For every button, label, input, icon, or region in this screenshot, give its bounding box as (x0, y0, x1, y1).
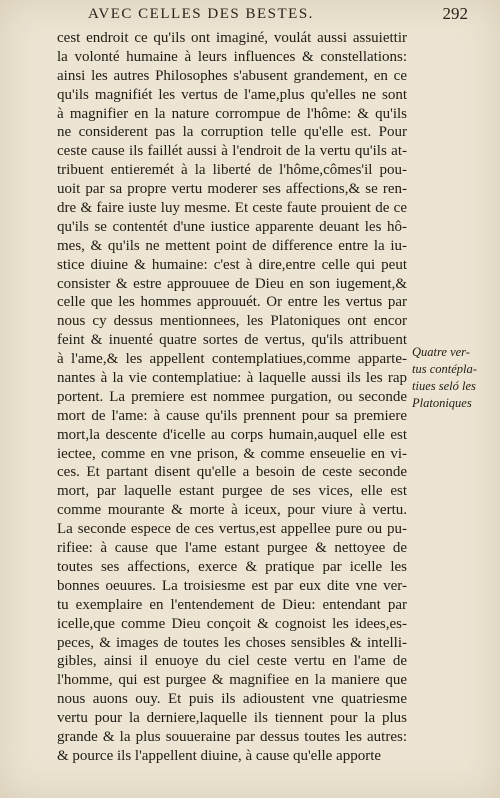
text-line: celle que les hommes approuuét. Or entre les vertus par (57, 294, 407, 311)
text-line: mes, & qu'ils ne mettent point de difference entre la iu- (57, 237, 407, 254)
text-line: grande & la plus souueraine par dessus toutes les autres: (57, 728, 407, 745)
text-line: la volonté humaine à leurs influences & constellations: (57, 48, 407, 65)
text-line: mort, par laquelle estant purgee de ses vices, elle est (57, 483, 407, 500)
text-line: ne considerent pas la corruption telle qu'elle est. Pour (57, 124, 407, 141)
margin-note-line: Quatre ver- (412, 345, 470, 359)
margin-note (412, 344, 498, 412)
text-line: nous cy dessus mentionnees, les Platoniques ont encor (57, 313, 407, 330)
page-header (58, 4, 468, 26)
text-line: dre & faire iuste luy mesme. Et ceste faute prouient de ce (57, 200, 407, 217)
text-line: ceste cause ils faillét aussi à l'endroit de la vertu qu'ils at- (57, 143, 407, 160)
text-line: peces, & images de toutes les choses sensibles & intelli- (57, 634, 407, 651)
text-line: à l'ame,& les appellent contemplatiues,comme apparte- (57, 351, 407, 368)
text-line: l'homme, qui est purgee & magnifiee en la maniere que (57, 672, 407, 689)
margin-note-line: Platoniques (412, 396, 472, 410)
text-line: uoit par sa propre vertu moderer ses affections,& se ren- (57, 181, 407, 198)
text-line: tu exemplaire en l'entendement de Dieu: entendant par (57, 596, 407, 613)
text-line: gibles, ainsi il enuoye du ciel ceste vertu en l'ame de (57, 653, 407, 670)
text-line: cest endroit ce qu'ils ont imaginé, voulát aussi assuiettir (57, 30, 407, 46)
margin-note-line: tus contépla- (412, 362, 477, 376)
text-line: consister & estre approuuee de Dieu en son iugement,& (57, 275, 407, 292)
text-line: qu'ils magnifiét les vertus de l'ame,plus qu'elles ne sont (57, 86, 407, 103)
text-line: feint & inuenté quatre sortes de vertus, qu'ils attribuent (57, 332, 407, 349)
text-line: comme mourante & morte à iceux, pour viure à vertu. (57, 502, 407, 519)
text-line: iectee, comme en vne prison, & comme enseuelie en vi- (57, 445, 407, 462)
text-line: mort de l'ame: à cause qu'ils prennent pour sa premiere (57, 407, 407, 424)
text-line: mort,la descente d'icelle au corps humain,auquel elle est (57, 426, 407, 443)
text-line: portent. La premiere est nommee purgation, ou seconde (57, 388, 407, 405)
text-line: rifiee: à cause que l'ame estant purgee & nettoyee de (57, 540, 407, 557)
text-line: nantes à la vie contemplatiue: à laquelle aussi ils les rap (57, 370, 407, 387)
running-title: AVEC CELLES DES BESTES. (88, 6, 314, 22)
text-line: icelle,que comme Dieu conçoit & cognoist les idees,es- (57, 615, 407, 632)
text-line: & pource ils l'appellent diuine, à cause qu'elle apporte (57, 747, 382, 764)
text-line: toutes ses affections, exerce & pratique par icelle les (57, 558, 407, 575)
text-line: ainsi les autres Philosophes s'abusent grandement, en ce (57, 67, 407, 84)
text-line: bonnes oeuures. La troisiesme est par eux dite vne ver- (57, 577, 407, 594)
text-line: stice diuine & humaine: c'est à dire,entre celle qui peut (57, 256, 407, 273)
text-line: vertu pour la derniere,laquelle ils tiennent pour la plus (57, 710, 407, 727)
body-text (57, 29, 407, 766)
text-line: La seconde espece de ces vertus,est appellee pure ou pu- (57, 521, 407, 538)
text-line: nous auons ouy. Et puis ils adioustent vne quatriesme (57, 691, 407, 708)
text-line: qu'ils se contentét d'une iustice apparente deuant les hô- (57, 218, 407, 235)
margin-note-line: tiues seló les (412, 379, 476, 393)
text-line: ces. Et partant disent qu'elle a besoin de ceste seconde (57, 464, 407, 481)
text-line: à magnifier en la nature corrompue de l'hôme: & qu'ils (57, 105, 407, 122)
page-number: 292 (442, 4, 468, 23)
text-line: tribuent entieremét à la liberté de l'hôme,cômes'il pou- (57, 162, 407, 179)
